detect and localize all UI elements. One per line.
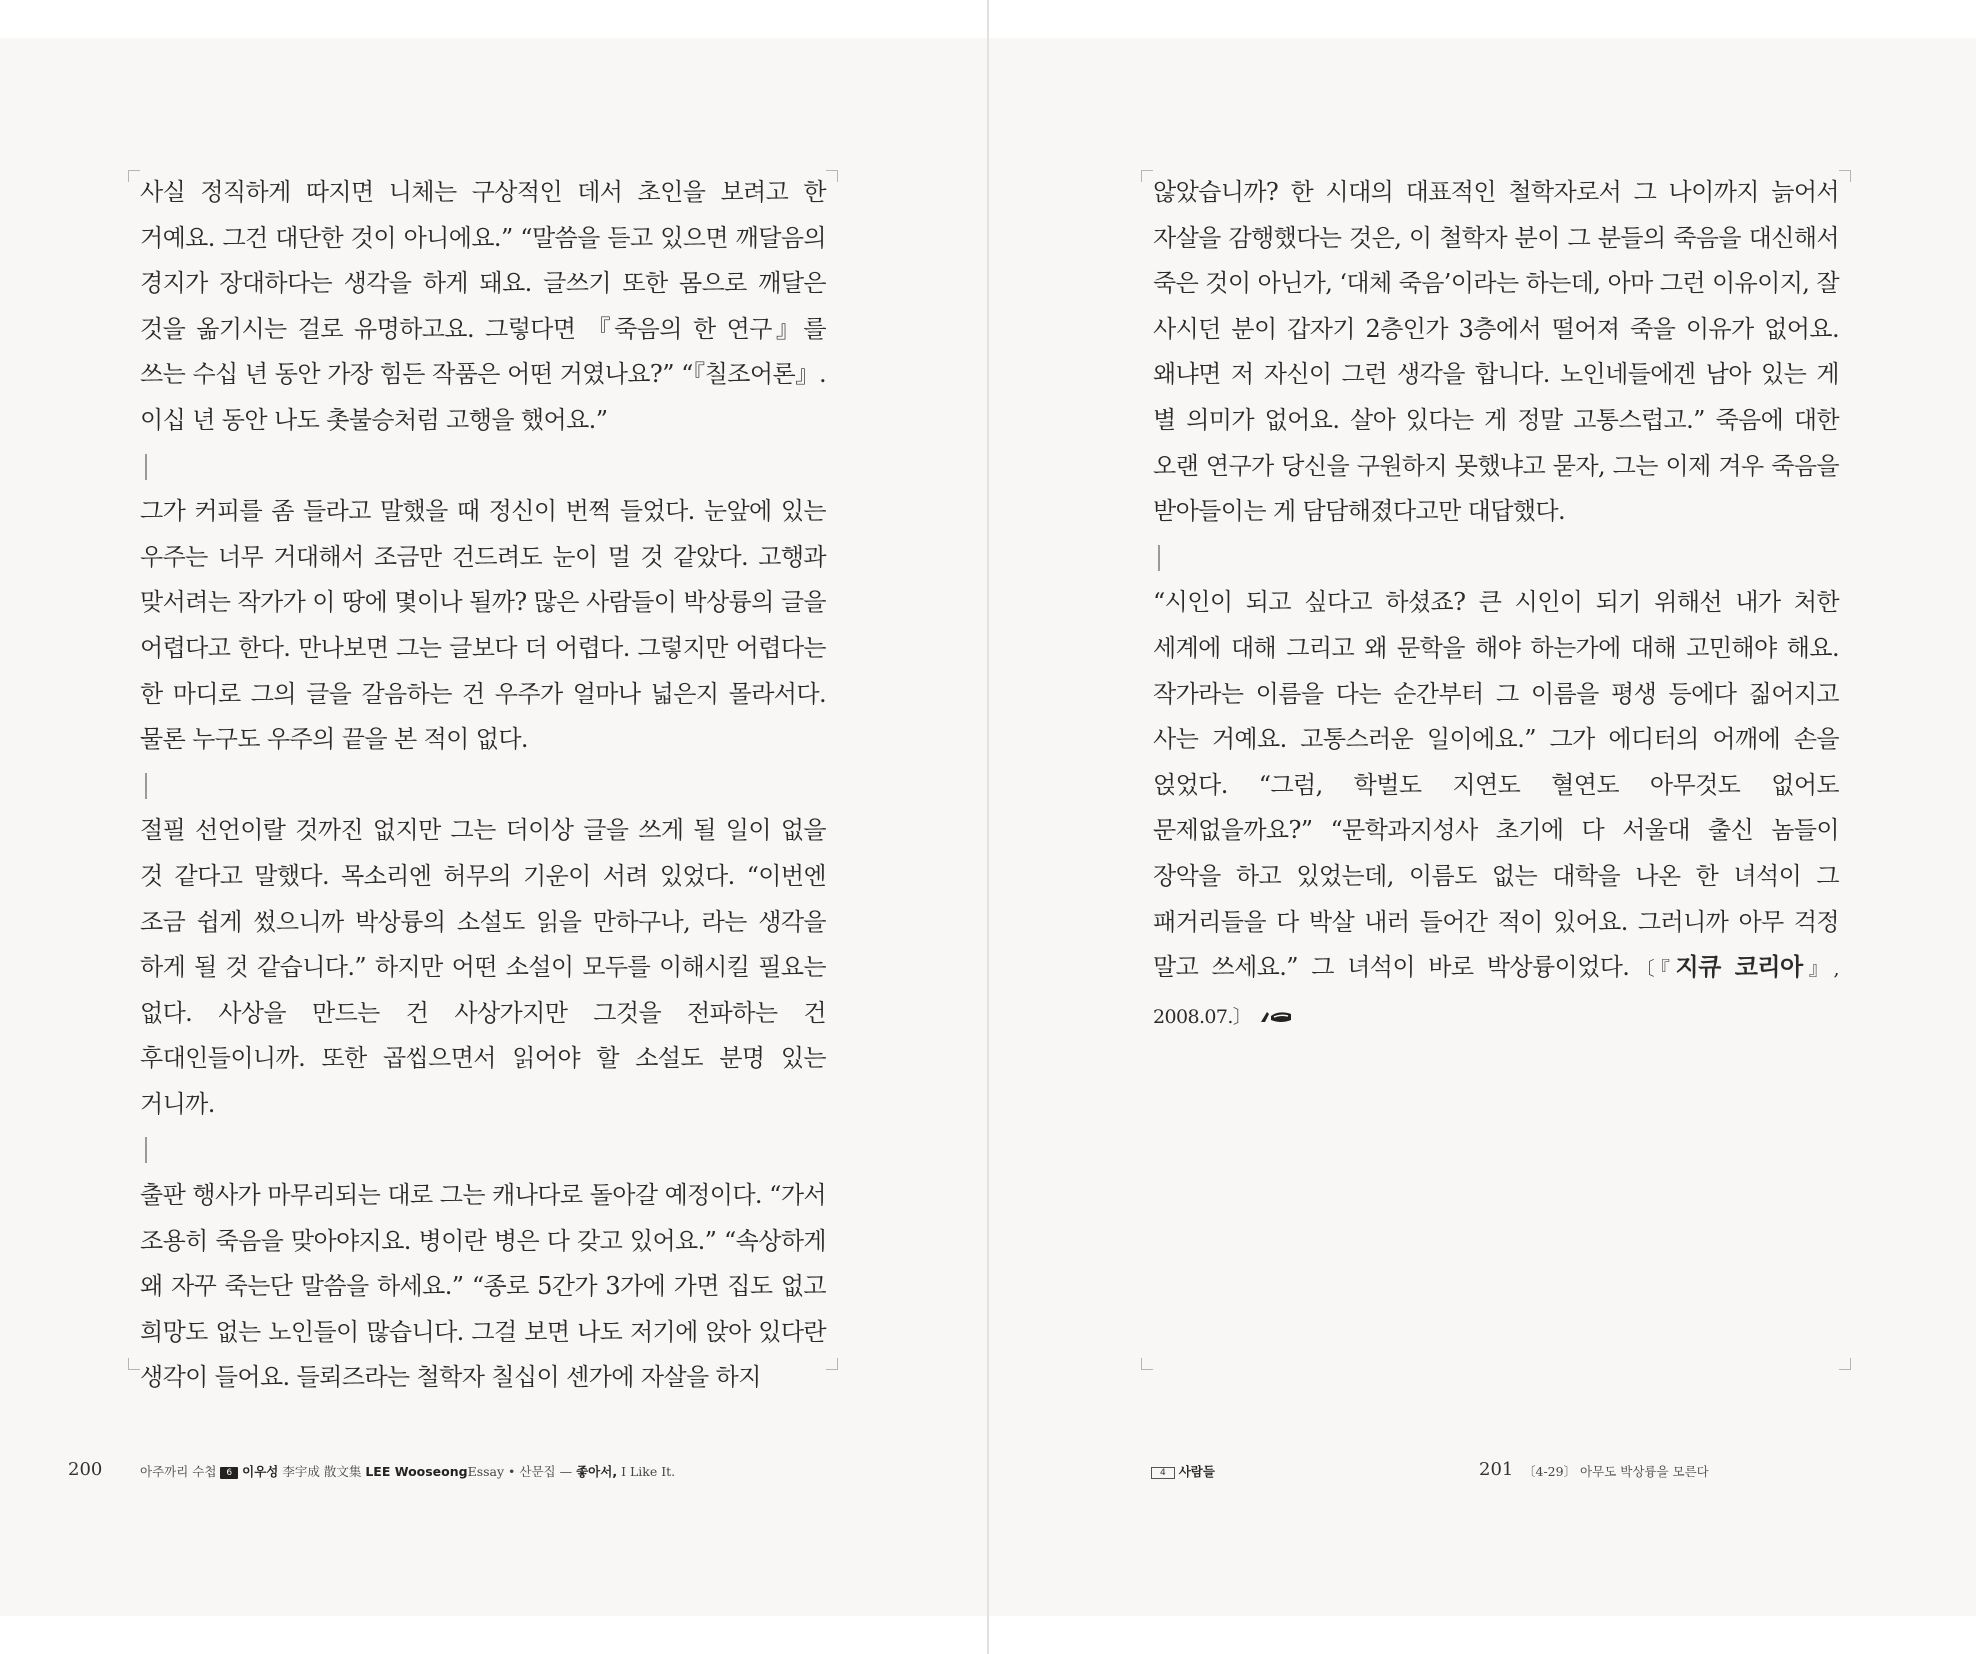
paragraph-separator (140, 444, 826, 490)
paragraph-separator (140, 1127, 826, 1173)
paragraph: 출판 행사가 마무리되는 대로 그는 캐나다로 돌아갈 예정이다. “가서 조용히 죽음을 맞아야지요. 병이란 병은 다 갖고 있어요.” “속상하게 왜 자꾸 죽는단 말씀을 하세요.” “종로 5간가 3가에 가면 집도 없고 희망도 없는 노인들이 많습니다. 그걸 보면 나도 저기에 앉아 있다란 생각이 들어요. 들뢰즈라는 철학자 칠십이 센가에 자살을 하지 (140, 1181, 826, 1392)
left-page (0, 38, 987, 1616)
crop-mark (1141, 1358, 1153, 1370)
crop-mark (826, 170, 838, 182)
left-text-block (140, 170, 826, 1401)
crop-mark (128, 1358, 140, 1370)
section-title: 사람들 (1178, 1464, 1215, 1479)
paragraph-separator (1153, 535, 1839, 581)
paragraph-text: “시인이 되고 싶다고 하셨죠? 큰 시인이 되기 위해선 내가 처한 세계에 대해 그리고 왜 문학을 해야 하는가에 대해 고민해야 해요. 작가라는 이름을 다는 순간부터 그 이름을 평생 등에다 짊어지고 사는 거예요. 고통스러운 일이에요.” 그가 에디터의 어깨에 손을 얹었다. “그럼, 학벌도 지연도 혈연도 아무것도 없어도 문제없을까요?” “문학과지성사 초기에 다 서울대 출신 놈들이 장악을 하고 있었는데, 이름도 없는 대학을 나온 한 녀석이 그 패거리들을 다 박살 내러 들어간 적이 있어요. 그러니까 아무 걱정 말고 쓰세요.” 그 녀석이 바로 박상륭이었다. (1153, 588, 1839, 982)
source-date: 』, 2008.07.〕 (1153, 958, 1839, 1028)
end-mark-icon (1257, 1006, 1301, 1026)
crop-mark (1839, 1358, 1851, 1370)
crop-mark (128, 170, 140, 182)
running-head (140, 1462, 675, 1480)
chapter-reference: 〔4-29〕 아무도 박상륭을 모른다 (1523, 1464, 1709, 1479)
source-title: 지큐 코리아 (1675, 953, 1803, 982)
series-name: 아주까리 수첩 (140, 1464, 217, 1479)
paragraph-separator (140, 763, 826, 809)
right-page (989, 38, 1976, 1616)
book-title: 좋아서, (576, 1464, 618, 1479)
paragraph (1153, 580, 1839, 1040)
author-name: 이우성 (242, 1464, 279, 1479)
page-number: 201 (1479, 1459, 1514, 1480)
collection-label: 산문집 — (519, 1464, 573, 1479)
section-number-badge: 4 (1151, 1467, 1175, 1479)
paragraph: 그가 커피를 좀 들라고 말했을 때 정신이 번쩍 들었다. 눈앞에 있는 우주는 너무 거대해서 조금만 건드려도 눈이 멀 것 같았다. 고행과 맞서려는 작가가 이 땅에 몇이나 될까? 많은 사람들이 박상륭의 글을 어렵다고 한다. 만나보면 그는 글보다 더 어렵다. 그렇지만 어렵다는 한 마디로 그의 글을 갈음하는 건 우주가 얼마나 넓은지 몰라서다. 물론 누구도 우주의 끝을 본 적이 없다. (140, 497, 826, 754)
crop-mark (826, 1358, 838, 1370)
author-cjk: 李宇成 散文集 (282, 1464, 362, 1479)
author-english: LEE Wooseong (365, 1464, 468, 1479)
volume-badge: 6 (220, 1467, 238, 1479)
source-open: 〔『 (1629, 958, 1676, 981)
page-gutter (987, 0, 989, 1654)
section-label (1151, 1462, 1215, 1480)
book-title-english: I Like It. (621, 1464, 676, 1479)
bullet: • (508, 1464, 516, 1479)
crop-mark (1141, 170, 1153, 182)
paragraph: 사실 정직하게 따지면 니체는 구상적인 데서 초인을 보려고 한 거예요. 그건 대단한 것이 아니에요.” “말씀을 듣고 있으면 깨달음의 경지가 장대하다는 생각을 하게 돼요. 글쓰기 또한 몸으로 깨달은 것을 옮기시는 걸로 유명하고요. 그렇다면 『죽음의 한 연구』를 쓰는 수십 년 동안 가장 힘든 작품은 어떤 거였나요?” “『칠조어론』. 이십 년 동안 나도 촛불승처럼 고행을 했어요.” (140, 178, 826, 434)
right-text-block (1153, 170, 1839, 1040)
page-number: 200 (68, 1459, 103, 1480)
essay-label: Essay (467, 1464, 505, 1479)
paragraph: 절필 선언이랄 것까진 없지만 그는 더이상 글을 쓰게 될 일이 없을 것 같다고 말했다. 목소리엔 허무의 기운이 서려 있었다. “이번엔 조금 쉽게 썼으니까 박상륭의 소설도 읽을 만하구나, 라는 생각을 하게 될 것 같습니다.” 하지만 어떤 소설이 모두를 이해시킬 필요는 없다. 사상을 만드는 건 사상가지만 그것을 전파하는 건 후대인들이니까. 또한 곱씹으면서 읽어야 할 소설도 분명 있는 거니까. (140, 816, 826, 1118)
crop-mark (1839, 170, 1851, 182)
paragraph: 않았습니까? 한 시대의 대표적인 철학자로서 그 나이까지 늙어서 자살을 감행했다는 것은, 이 철학자 분이 그 분들의 죽음을 대신해서 죽은 것이 아닌가, ‘대체 죽음’이라는 하는데, 아마 그런 이유이지, 잘 사시던 분이 갑자기 2층인가 3층에서 떨어져 죽을 이유가 없어요. 왜냐면 저 자신이 그런 생각을 합니다. 노인네들에겐 남아 있는 게 별 의미가 없어요. 살아 있다는 게 정말 고통스럽고.” 죽음에 대한 오랜 연구가 당신을 구원하지 못했냐고 묻자, 그는 이제 겨우 죽음을 받아들이는 게 담담해졌다고만 대답했다. (1153, 178, 1839, 526)
